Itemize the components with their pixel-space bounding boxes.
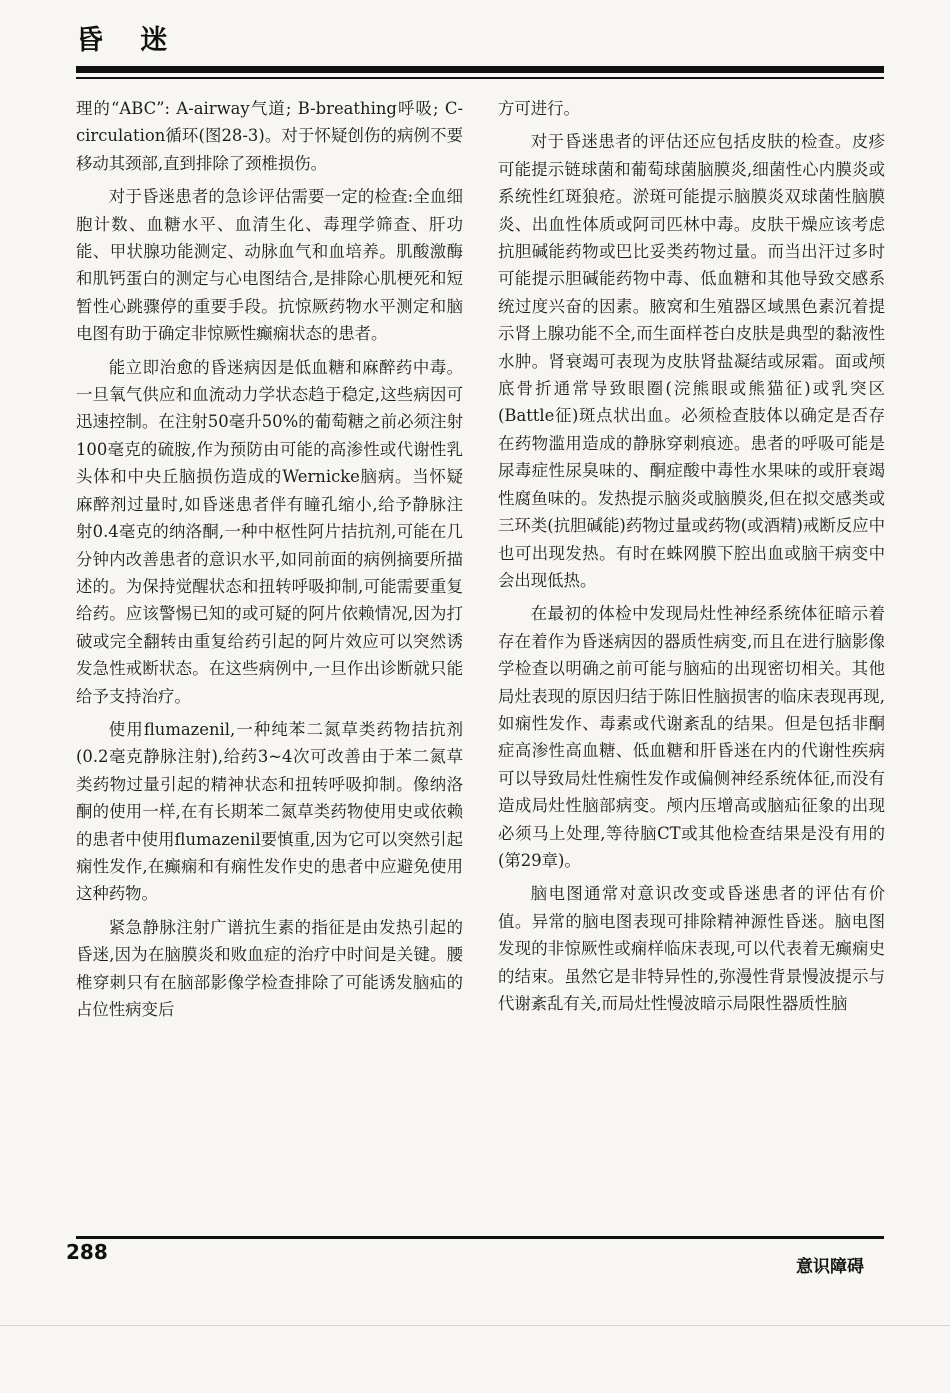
footer-rule [76,1236,884,1239]
page-number: 288 [66,1240,108,1264]
footer-section-title: 意识障碍 [796,1257,864,1277]
scan-edge-line [0,1325,950,1326]
left-text-column [76,95,463,1223]
header-rule-thick [76,66,884,73]
paragraph: 脑电图通常对意识改变或昏迷患者的评估有价值。异常的脑电图表现可排除精神源性昏迷。脑电图发现的非惊厥性或痫样临床表现,可以代表着无癫痫史的结束。虽然它是非特异性的,弥漫性背景慢波提示与代谢紊乱有关,而局灶性慢波暗示局限性器质性脑 [498,884,885,1013]
right-text-column [498,95,885,1223]
paragraph: 对于昏迷患者的评估还应包括皮肤的检查。皮疹可能提示链球菌和葡萄球菌脑膜炎,细菌性心内膜炎或系统性红斑狼疮。淤斑可能提示脑膜炎双球菌性脑膜炎、出血性体质或阿司匹林中毒。皮肤干燥应该考虑抗胆碱能药物或巴比妥类药物过量。而当出汗过多时可能提示胆碱能药物中毒、低血糖和其他导致交感系统过度兴奋的因素。腋窝和生殖器区域黑色素沉着提示肾上腺功能不全,而生面样苍白皮肤是典型的黏液性水肿。肾衰竭可表现为皮肤肾盐凝结或尿霜。面或颅底骨折通常导致眼圈(浣熊眼或熊猫征)或乳突区(Battle征)斑点状出血。必须检查肢体以确定是否存在药物滥用造成的静脉穿刺痕迹。患者的呼吸可能是尿毒症性尿臭味的、酮症酸中毒性水果味的或肝衰竭性腐鱼味的。发热提示脑炎或脑膜炎,但在拟交感类或三环类(抗胆碱能)药物过量或药物(或酒精)戒断反应中也可出现发热。有时在蛛网膜下腔出血或脑干病变中会出现低热。 [498,132,885,590]
paragraph: 方可进行。 [498,99,580,118]
paragraph: 在最初的体检中发现局灶性神经系统体征暗示着存在着作为昏迷病因的器质性病变,而且在进行脑影像学检查以明确之前可能与脑疝的出现密切相关。其他局灶表现的原因归结于陈旧性脑损害的临床表现再现,如痫性发作、毒素或代谢紊乱的结果。但是包括非酮症高渗性高血糖、低血糖和肝昏迷在内的代谢性疾病可以导致局灶性痫性发作或偏侧神经系统体征,而没有造成局灶性脑部病变。颅内压增高或脑疝征象的出现必须马上处理,等待脑CT或其他检查结果是没有用的(第29章)。 [498,604,885,870]
paragraph: 使用flumazenil,一种纯苯二氮草类药物拮抗剂(0.2毫克静脉注射),给药3~4次可改善由于苯二氮草类药物过量引起的精神状态和扭转呼吸抑制。像纳洛酮的使用一样,在有长期苯二氮草类药物使用史或依赖的患者中使用flumazenil要慎重,因为它可以突然引起痫性发作,在癫痫和有痫性发作史的患者中应避免使用这种药物。 [76,719,463,904]
chapter-header-title: 昏 迷 [76,25,182,56]
paragraph: 对于昏迷患者的急诊评估需要一定的检查:全血细胞计数、血糖水平、血清生化、毒理学筛查、肝功能、甲状腺功能测定、动脉血气和血培养。肌酸激酶和肌钙蛋白的测定与心电图结合,是排除心肌梗死和短暂性心跳骤停的重要手段。抗惊厥药物水平测定和脑电图有助于确定非惊厥性癫痫状态的患者。 [76,187,463,344]
paragraph: 理的“ABC”: A-airway气道; B-breathing呼吸; C-circulation循环(图28-3)。对于怀疑创伤的病例不要移动其颈部,直到排除了颈椎损伤。 [76,99,463,173]
paragraph: 能立即治愈的昏迷病因是低血糖和麻醉药中毒。一旦氧气供应和血流动力学状态趋于稳定,这些病因可迅速控制。在注射50毫升50%的葡萄糖之前必须注射100毫克的硫胺,作为预防由可能的高渗性或代谢性乳头体和中央丘脑损伤造成的Wernicke脑病。当怀疑麻醉剂过量时,如昏迷患者伴有瞳孔缩小,给予静脉注射0.4毫克的纳洛酮,一种中枢性阿片拮抗剂,可能在几分钟内改善患者的意识水平,如同前面的病例摘要所描述的。为保持觉醒状态和扭转呼吸抑制,可能需要重复给药。应该警惕已知的或可疑的阿片依赖情况,因为打破或完全翻转由重复给药引起的阿片效应可以突然诱发急性戒断状态。在这些病例中,一旦作出诊断就只能给予支持治疗。 [76,357,463,706]
header-rule-thin [76,77,884,79]
paragraph: 紧急静脉注射广谱抗生素的指征是由发热引起的昏迷,因为在脑膜炎和败血症的治疗中时间是关键。腰椎穿刺只有在脑部影像学检查排除了可能诱发脑疝的占位性病变后 [76,917,463,1019]
